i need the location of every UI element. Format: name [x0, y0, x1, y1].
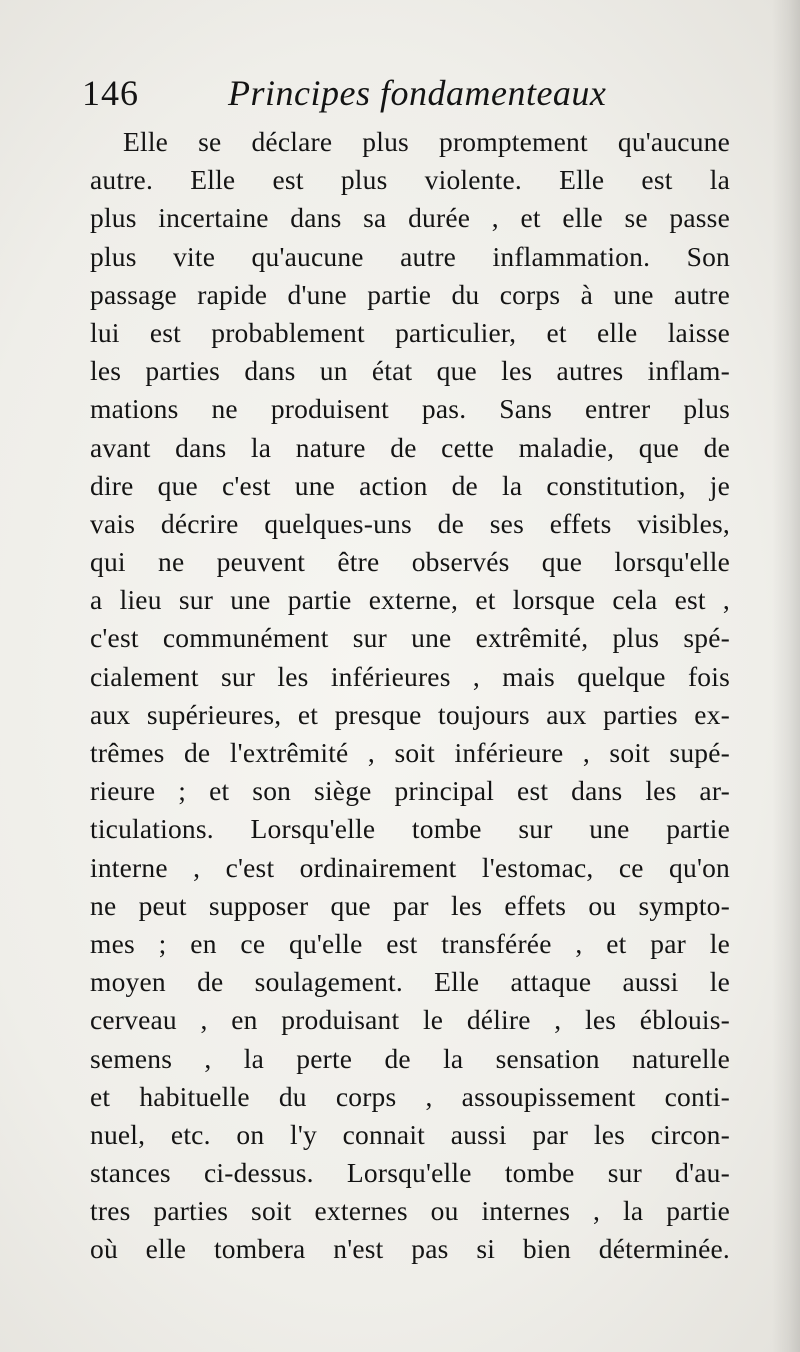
page-edge-shadow — [772, 0, 800, 1352]
text-line: qui ne peuvent être observés que lorsqu'elle — [90, 546, 730, 578]
text-line: c'est communément sur une extrêmité, plus spé- — [90, 622, 730, 654]
text-line: tres parties soit externes ou internes , la partie — [90, 1195, 730, 1227]
text-line: lui est probablement particulier, et elle laisse — [90, 316, 730, 348]
text-line: plus incertaine dans sa durée , et elle se passe — [90, 202, 730, 234]
text-line: ticulations. Lorsqu'elle tombe sur une partie — [90, 813, 730, 845]
text-line: Elle se déclare plus promptement qu'aucune — [123, 126, 730, 157]
text-line: avant dans la nature de cette maladie, que de — [90, 431, 730, 463]
text-line: où elle tombera n'est pas si bien déterminée. — [90, 1233, 730, 1265]
text-line: et habituelle du corps , assoupissement conti- — [90, 1080, 730, 1112]
text-line: a lieu sur une partie externe, et lorsque cela est , — [90, 584, 730, 616]
page-number: 146 — [82, 73, 139, 113]
text-line: cialement sur les inférieures , mais quelque fois — [90, 660, 730, 692]
text-line: trêmes de l'extrêmité , soit inférieure , soit supé- — [90, 737, 730, 768]
text-line: mes ; en ce qu'elle est transférée , et par le — [90, 927, 730, 959]
text-line: rieure ; et son siège principal est dans les ar- — [90, 775, 730, 807]
text-line: nuel, etc. on l'y connait aussi par les circon- — [90, 1118, 730, 1150]
text-line: les parties dans un état que les autres inflam- — [90, 355, 730, 387]
text-line: cerveau , en produisant le délire , les éblouis- — [90, 1004, 730, 1036]
text-line: stances ci-dessus. Lorsqu'elle tombe sur d'au- — [90, 1157, 730, 1189]
text-line: plus vite qu'aucune autre inflammation. Son — [90, 240, 730, 272]
text-line: mations ne produisent pas. Sans entrer plus — [90, 393, 730, 425]
text-line: moyen de soulagement. Elle attaque aussi le — [90, 966, 730, 998]
text-line: autre. Elle est plus violente. Elle est la — [90, 164, 730, 196]
text-body — [90, 123, 730, 1269]
running-head — [82, 72, 622, 122]
text-line: passage rapide d'une partie du corps à une autre — [90, 278, 730, 310]
text-line: vais décrire quelques-uns de ses effets visibles, — [90, 507, 730, 539]
running-title: Principes fondamenteaux — [228, 73, 607, 113]
text-line: ne peut supposer que par les effets ou sympto- — [90, 889, 730, 921]
text-line: semens , la perte de la sensation naturelle — [90, 1042, 730, 1074]
text-line: interne , c'est ordinairement l'estomac, ce qu'on — [90, 851, 730, 883]
text-line: aux supérieures, et presque toujours aux parties ex- — [90, 698, 730, 730]
text-line: dire que c'est une action de la constitution, je — [90, 469, 730, 501]
